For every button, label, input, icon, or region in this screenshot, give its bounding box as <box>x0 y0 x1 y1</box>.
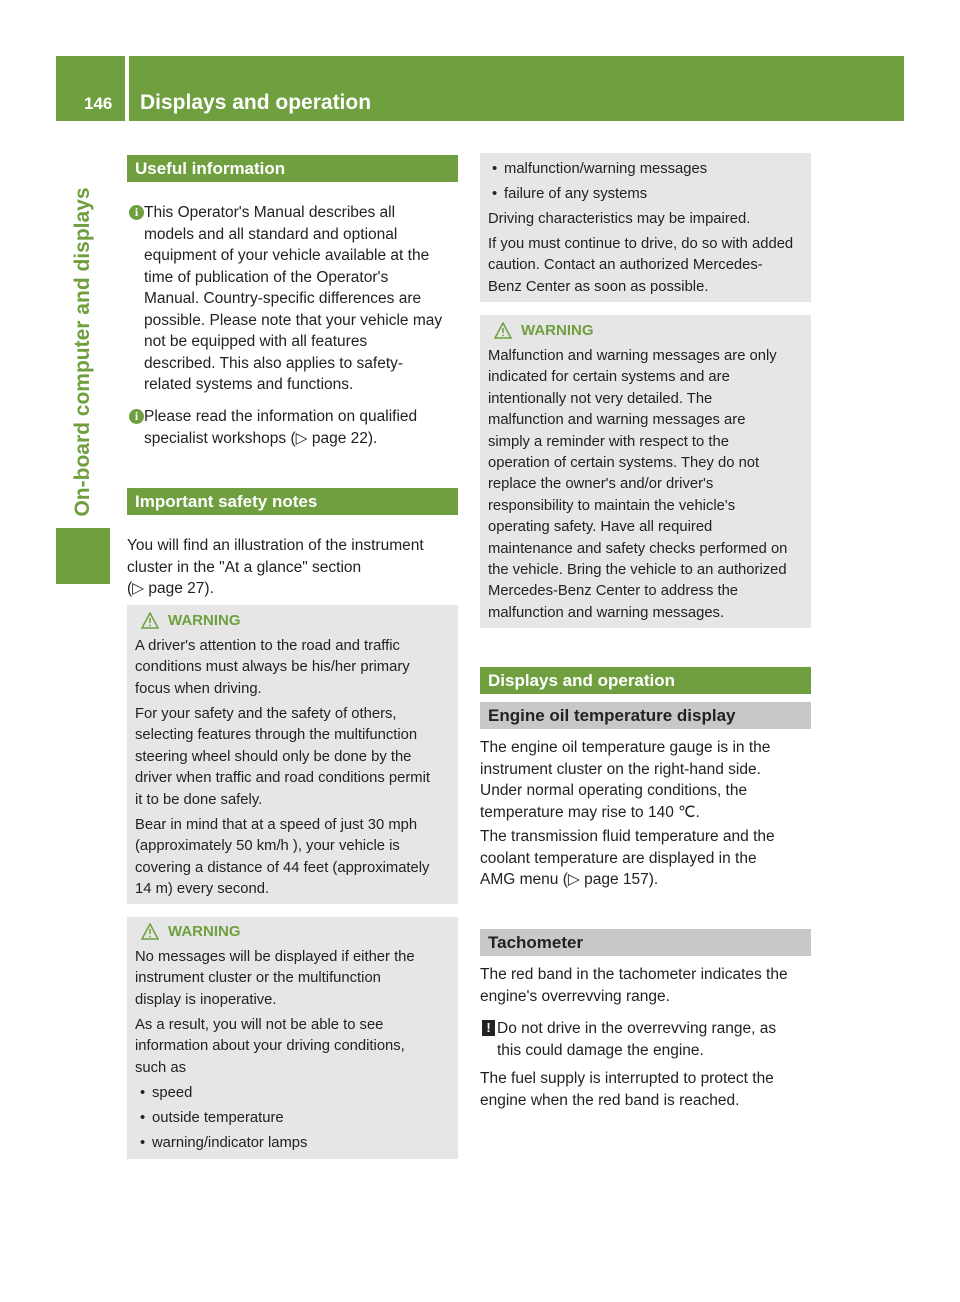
info-paragraph-1: This Operator's Manual describes all models and all standard and optional equipment of your vehicle available at the time of publication of the Operator's Manual. Country-specific differences are possible. Please note that your vehicle may not be equipped with all features described. This also applies to safety- related systems and functions. <box>144 204 443 393</box>
warning-3-paragraph: Malfunction and warning messages are only indicated for certain systems and are intentionally not very detailed. The malfunction and warning messages are simply a reminder with respect to the operation of certain systems. They do not replace the owner's and/or driver's responsibility to maintain the vehicle's operating safety. Have all required maintenance and safety checks performed on the vehicle. Bring the vehicle to an authorized Mercedes-Benz Center to address the malfunction and warning messages. <box>488 348 788 621</box>
list-item: • warning/indicator lamps <box>152 1133 307 1154</box>
section-useful-information: Useful information <box>127 155 458 182</box>
info-paragraph-2: Please read the information on qualified specialist workshops (▷ page 22). <box>144 408 418 447</box>
warning-1-paragraph-2: For your safety and the safety of others, selecting features through the multifunction steering wheel should only be done by the driver when traffic and road conditions permit it to be done safely. <box>135 706 430 808</box>
tachometer-paragraph-1: The red band in the tachometer indicates the engine's overrevving range. <box>480 966 788 1005</box>
side-tab <box>56 122 110 582</box>
side-tab-marker <box>56 528 110 584</box>
list-item: • failure of any systems <box>504 184 647 205</box>
warning-triangle-icon <box>141 923 159 940</box>
tachometer-note: Do not drive in the overrevving range, as this could damage the engine. <box>497 1020 777 1059</box>
info-icon: i <box>129 205 144 220</box>
engine-oil-paragraph-1: The engine oil temperature gauge is in the instrument cluster on the right-hand side. Under normal operating conditions, the temperature may rise to 140 ℃. <box>480 739 771 821</box>
warning-1-paragraph-3: Bear in mind that at a speed of just 30 mph (approximately 50 km/h ), your vehicle is covering a distance of 44 feet (approximately 14 m) every second. <box>135 817 430 898</box>
continued-paragraph-2: If you must continue to drive, do so with added caution. Contact an authorized Mercedes- Benz Center as soon as possible. <box>488 236 794 295</box>
list-item: • malfunction/warning messages <box>504 159 707 180</box>
list-item: • outside temperature <box>152 1108 284 1129</box>
tachometer-paragraph-2: The fuel supply is interrupted to protect the engine when the red band is reached. <box>480 1070 774 1109</box>
warning-label: WARNING <box>168 612 241 629</box>
info-icon: i <box>129 409 144 424</box>
list-item: • speed <box>152 1083 192 1104</box>
warning-1-paragraph-1: A driver's attention to the road and traffic conditions must always be his/her primary focus when driving. <box>135 638 410 697</box>
section-important-safety-notes: Important safety notes <box>127 488 458 515</box>
warning-2-paragraph-2: As a result, you will not be able to see information about your driving conditions, such as <box>135 1017 405 1076</box>
engine-oil-paragraph-2: The transmission fluid temperature and the coolant temperature are displayed in the AMG menu (▷ page 157). <box>480 828 775 888</box>
warning-triangle-icon <box>494 322 512 339</box>
page-title: Displays and operation <box>140 91 372 114</box>
subsection-engine-oil-temperature: Engine oil temperature display <box>480 702 811 729</box>
continued-paragraph-1: Driving characteristics may be impaired. <box>488 211 751 227</box>
safety-intro: You will find an illustration of the instrument cluster in the "At a glance" section (▷ page 27). <box>127 537 424 597</box>
warning-triangle-icon <box>141 612 159 629</box>
subsection-tachometer: Tachometer <box>480 929 811 956</box>
exclamation-icon: ! <box>482 1020 495 1036</box>
side-tab-label: On-board computer and displays <box>71 187 94 517</box>
warning-label: WARNING <box>521 322 594 339</box>
warning-2-paragraph-1: No messages will be displayed if either the instrument cluster or the multifunction display is inoperative. <box>135 949 415 1008</box>
page-number: 146 <box>84 94 113 113</box>
warning-label: WARNING <box>168 923 241 940</box>
section-displays-and-operation: Displays and operation <box>480 667 811 694</box>
